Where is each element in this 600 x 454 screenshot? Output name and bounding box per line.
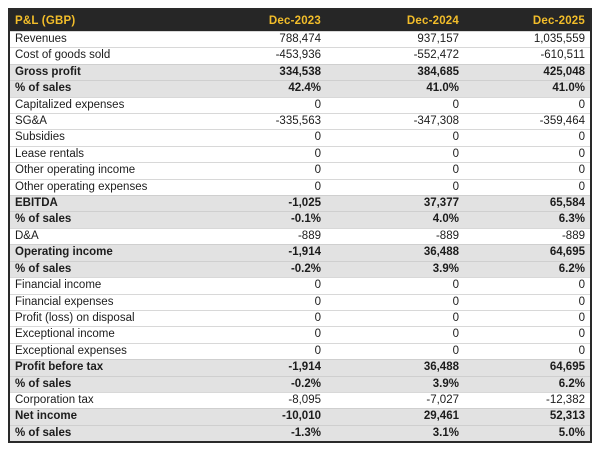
row-value: 0	[326, 310, 464, 326]
row-value: -889	[326, 228, 464, 244]
row-value: 5.0%	[464, 425, 591, 442]
row-value: -889	[188, 228, 326, 244]
row-value: 0	[464, 327, 591, 343]
row-label: Cost of goods sold	[9, 48, 188, 64]
row-label: D&A	[9, 228, 188, 244]
row-value: -1.3%	[188, 425, 326, 442]
row-value: 0	[464, 146, 591, 162]
table-row	[9, 278, 591, 294]
row-value: 1,035,559	[464, 32, 591, 48]
table-row	[9, 343, 591, 359]
table-row	[9, 392, 591, 408]
row-value: 29,461	[326, 409, 464, 425]
row-value: 0	[464, 130, 591, 146]
row-value: -0.2%	[188, 261, 326, 277]
row-label: Exceptional income	[9, 327, 188, 343]
row-value: 937,157	[326, 32, 464, 48]
row-value: 0	[464, 343, 591, 359]
row-value: 0	[464, 97, 591, 113]
row-value: 3.1%	[326, 425, 464, 442]
row-value: 41.0%	[326, 81, 464, 97]
row-value: 0	[188, 343, 326, 359]
row-value: -359,464	[464, 114, 591, 130]
row-value: 0	[188, 179, 326, 195]
row-value: -552,472	[326, 48, 464, 64]
row-label: Profit (loss) on disposal	[9, 310, 188, 326]
row-value: 36,488	[326, 360, 464, 376]
row-value: 41.0%	[464, 81, 591, 97]
row-label: % of sales	[9, 261, 188, 277]
row-label: Operating income	[9, 245, 188, 261]
table-title: P&L (GBP)	[9, 9, 188, 32]
table-row-subtotal	[9, 212, 591, 228]
row-label: % of sales	[9, 376, 188, 392]
row-value: 65,584	[464, 196, 591, 212]
row-value: 0	[326, 146, 464, 162]
row-label: Subsidies	[9, 130, 188, 146]
row-value: 0	[464, 294, 591, 310]
table-header-row	[9, 9, 591, 32]
table-body	[9, 32, 591, 443]
row-value: 788,474	[188, 32, 326, 48]
row-value: -10,010	[188, 409, 326, 425]
row-value: 64,695	[464, 245, 591, 261]
row-value: 64,695	[464, 360, 591, 376]
row-value: -347,308	[326, 114, 464, 130]
row-value: 334,538	[188, 64, 326, 80]
table-row-subtotal	[9, 245, 591, 261]
table-row-subtotal	[9, 64, 591, 80]
table-row	[9, 179, 591, 195]
table-row-subtotal	[9, 360, 591, 376]
row-label: Other operating income	[9, 163, 188, 179]
table-row-subtotal	[9, 81, 591, 97]
row-value: -0.1%	[188, 212, 326, 228]
row-value: 425,048	[464, 64, 591, 80]
row-label: Revenues	[9, 32, 188, 48]
column-header-dec-2025: Dec-2025	[464, 9, 591, 32]
row-value: 0	[188, 278, 326, 294]
row-label: Other operating expenses	[9, 179, 188, 195]
row-value: 0	[464, 163, 591, 179]
row-value: -1,914	[188, 245, 326, 261]
row-label: Capitalized expenses	[9, 97, 188, 113]
row-value: 0	[188, 310, 326, 326]
row-label: Profit before tax	[9, 360, 188, 376]
row-value: 6.3%	[464, 212, 591, 228]
row-label: SG&A	[9, 114, 188, 130]
row-value: 0	[326, 294, 464, 310]
row-value: -453,936	[188, 48, 326, 64]
row-value: 0	[464, 179, 591, 195]
row-value: 0	[326, 130, 464, 146]
row-value: 36,488	[326, 245, 464, 261]
table-row	[9, 228, 591, 244]
row-value: 0	[326, 327, 464, 343]
column-header-dec-2023: Dec-2023	[188, 9, 326, 32]
row-value: 3.9%	[326, 261, 464, 277]
row-value: 0	[326, 163, 464, 179]
row-value: -1,025	[188, 196, 326, 212]
row-value: 0	[326, 278, 464, 294]
row-value: 0	[464, 310, 591, 326]
table-row	[9, 294, 591, 310]
row-value: -7,027	[326, 392, 464, 408]
row-value: 6.2%	[464, 261, 591, 277]
row-label: % of sales	[9, 425, 188, 442]
table-row	[9, 32, 591, 48]
table-row	[9, 146, 591, 162]
row-value: 0	[464, 278, 591, 294]
table-row	[9, 310, 591, 326]
row-value: 0	[188, 163, 326, 179]
row-label: EBITDA	[9, 196, 188, 212]
row-value: 0	[188, 130, 326, 146]
table-row	[9, 48, 591, 64]
row-value: -8,095	[188, 392, 326, 408]
row-label: Exceptional expenses	[9, 343, 188, 359]
row-value: 4.0%	[326, 212, 464, 228]
row-value: 42.4%	[188, 81, 326, 97]
row-value: 0	[188, 294, 326, 310]
pnl-table	[8, 8, 592, 443]
row-value: 0	[326, 179, 464, 195]
row-value: 3.9%	[326, 376, 464, 392]
row-value: -0.2%	[188, 376, 326, 392]
row-value: 384,685	[326, 64, 464, 80]
table-row-subtotal	[9, 261, 591, 277]
row-value: -889	[464, 228, 591, 244]
table-row	[9, 114, 591, 130]
table-row-subtotal	[9, 425, 591, 442]
row-label: Financial income	[9, 278, 188, 294]
row-value: 0	[326, 343, 464, 359]
table-row	[9, 327, 591, 343]
row-value: 0	[188, 97, 326, 113]
row-value: -1,914	[188, 360, 326, 376]
row-value: 6.2%	[464, 376, 591, 392]
row-value: 0	[326, 97, 464, 113]
table-row-subtotal	[9, 376, 591, 392]
row-value: 52,313	[464, 409, 591, 425]
row-label: % of sales	[9, 81, 188, 97]
row-label: Gross profit	[9, 64, 188, 80]
row-value: -610,511	[464, 48, 591, 64]
row-label: Lease rentals	[9, 146, 188, 162]
row-label: % of sales	[9, 212, 188, 228]
column-header-dec-2024: Dec-2024	[326, 9, 464, 32]
table-row	[9, 163, 591, 179]
row-value: -12,382	[464, 392, 591, 408]
row-label: Net income	[9, 409, 188, 425]
row-value: 0	[188, 146, 326, 162]
table-row	[9, 130, 591, 146]
row-label: Corporation tax	[9, 392, 188, 408]
row-label: Financial expenses	[9, 294, 188, 310]
row-value: 0	[188, 327, 326, 343]
table-row	[9, 97, 591, 113]
table-row-subtotal	[9, 409, 591, 425]
row-value: -335,563	[188, 114, 326, 130]
row-value: 37,377	[326, 196, 464, 212]
table-row-subtotal	[9, 196, 591, 212]
